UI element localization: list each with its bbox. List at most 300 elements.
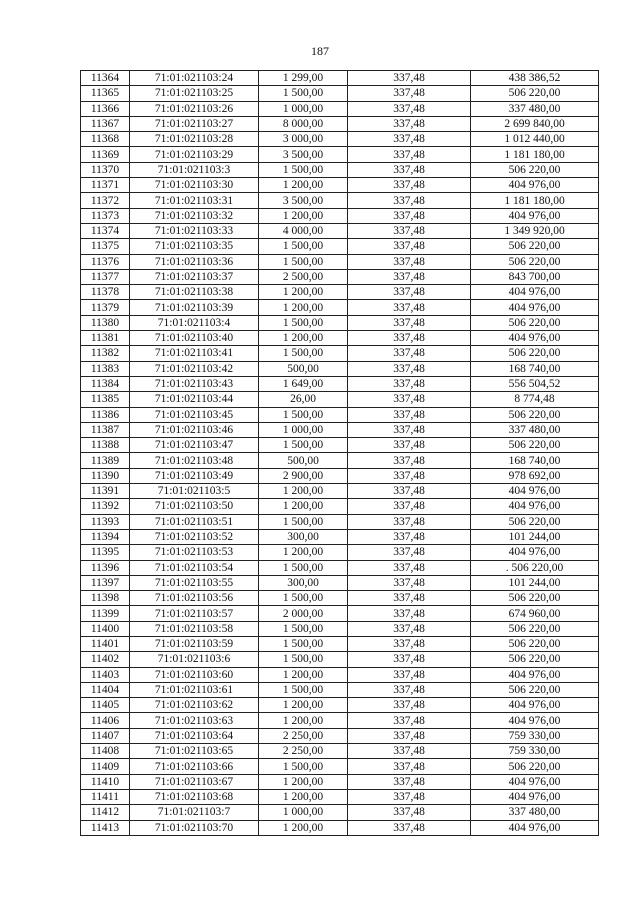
- total-value-cell: 759 330,00: [471, 728, 599, 743]
- row-number-cell: 11397: [81, 575, 130, 590]
- table-row: [81, 805, 599, 820]
- table-row: [81, 652, 599, 667]
- area-cell: 1 200,00: [259, 713, 348, 728]
- rate-cell: 337,48: [348, 132, 471, 147]
- table-row: [81, 529, 599, 544]
- rate-cell: 337,48: [348, 606, 471, 621]
- area-cell: 2 500,00: [259, 269, 348, 284]
- total-value-cell: 1 181 180,00: [471, 193, 599, 208]
- rate-cell: 337,48: [348, 468, 471, 483]
- row-number-cell: 11372: [81, 193, 130, 208]
- row-number-cell: 11403: [81, 667, 130, 682]
- rate-cell: 337,48: [348, 591, 471, 606]
- area-cell: 2 250,00: [259, 744, 348, 759]
- rate-cell: 337,48: [348, 331, 471, 346]
- total-value-cell: 556 504,52: [471, 376, 599, 391]
- row-number-cell: 11377: [81, 269, 130, 284]
- rate-cell: 337,48: [348, 300, 471, 315]
- table-row: [81, 606, 599, 621]
- rate-cell: 337,48: [348, 162, 471, 177]
- cadastral-number-cell: 71:01:021103:37: [130, 269, 259, 284]
- table-row: [81, 239, 599, 254]
- row-number-cell: 11386: [81, 407, 130, 422]
- cadastral-number-cell: 71:01:021103:29: [130, 147, 259, 162]
- rate-cell: 337,48: [348, 422, 471, 437]
- area-cell: 1 200,00: [259, 698, 348, 713]
- rate-cell: 337,48: [348, 269, 471, 284]
- total-value-cell: 506 220,00: [471, 239, 599, 254]
- cadastral-number-cell: 71:01:021103:42: [130, 361, 259, 376]
- area-cell: 1 200,00: [259, 208, 348, 223]
- area-cell: 1 299,00: [259, 71, 348, 86]
- cadastral-number-cell: 71:01:021103:36: [130, 254, 259, 269]
- rate-cell: 337,48: [348, 315, 471, 330]
- rate-cell: 337,48: [348, 116, 471, 131]
- rate-cell: 337,48: [348, 759, 471, 774]
- table-row: [81, 101, 599, 116]
- area-cell: 1 500,00: [259, 346, 348, 361]
- cadastral-number-cell: 71:01:021103:39: [130, 300, 259, 315]
- area-cell: 1 500,00: [259, 438, 348, 453]
- row-number-cell: 11389: [81, 453, 130, 468]
- cadastral-number-cell: 71:01:021103:65: [130, 744, 259, 759]
- table-row: [81, 728, 599, 743]
- cadastral-number-cell: 71:01:021103:40: [130, 331, 259, 346]
- rate-cell: 337,48: [348, 805, 471, 820]
- row-number-cell: 11409: [81, 759, 130, 774]
- table-row: [81, 774, 599, 789]
- cadastral-number-cell: 71:01:021103:6: [130, 652, 259, 667]
- area-cell: 1 500,00: [259, 254, 348, 269]
- cadastral-number-cell: 71:01:021103:31: [130, 193, 259, 208]
- table-row: [81, 223, 599, 238]
- cadastral-number-cell: 71:01:021103:63: [130, 713, 259, 728]
- row-number-cell: 11387: [81, 422, 130, 437]
- total-value-cell: 404 976,00: [471, 789, 599, 804]
- row-number-cell: 11390: [81, 468, 130, 483]
- row-number-cell: 11374: [81, 223, 130, 238]
- area-cell: 3 500,00: [259, 147, 348, 162]
- area-cell: 1 200,00: [259, 545, 348, 560]
- row-number-cell: 11396: [81, 560, 130, 575]
- cadastral-number-cell: 71:01:021103:56: [130, 591, 259, 606]
- row-number-cell: 11412: [81, 805, 130, 820]
- cadastral-number-cell: 71:01:021103:33: [130, 223, 259, 238]
- row-number-cell: 11411: [81, 789, 130, 804]
- total-value-cell: 506 220,00: [471, 438, 599, 453]
- cadastral-number-cell: 71:01:021103:59: [130, 636, 259, 651]
- table-row: [81, 698, 599, 713]
- cadastral-number-cell: 71:01:021103:70: [130, 820, 259, 835]
- area-cell: 1 500,00: [259, 239, 348, 254]
- rate-cell: 337,48: [348, 254, 471, 269]
- cadastral-number-cell: 71:01:021103:55: [130, 575, 259, 590]
- cadastral-number-cell: 71:01:021103:5: [130, 484, 259, 499]
- total-value-cell: 1 181 180,00: [471, 147, 599, 162]
- table-row: [81, 744, 599, 759]
- row-number-cell: 11384: [81, 376, 130, 391]
- row-number-cell: 11382: [81, 346, 130, 361]
- total-value-cell: 506 220,00: [471, 346, 599, 361]
- cadastral-number-cell: 71:01:021103:53: [130, 545, 259, 560]
- row-number-cell: 11373: [81, 208, 130, 223]
- rate-cell: 337,48: [348, 575, 471, 590]
- rate-cell: 337,48: [348, 147, 471, 162]
- area-cell: 1 200,00: [259, 331, 348, 346]
- table-row: [81, 713, 599, 728]
- total-value-cell: 404 976,00: [471, 713, 599, 728]
- table-row: [81, 147, 599, 162]
- cadastral-number-cell: 71:01:021103:28: [130, 132, 259, 147]
- rate-cell: 337,48: [348, 376, 471, 391]
- row-number-cell: 11408: [81, 744, 130, 759]
- rate-cell: 337,48: [348, 820, 471, 835]
- cadastral-number-cell: 71:01:021103:7: [130, 805, 259, 820]
- row-number-cell: 11378: [81, 285, 130, 300]
- area-cell: 500,00: [259, 453, 348, 468]
- cadastral-number-cell: 71:01:021103:49: [130, 468, 259, 483]
- total-value-cell: 404 976,00: [471, 484, 599, 499]
- total-value-cell: 506 220,00: [471, 591, 599, 606]
- table-row: [81, 499, 599, 514]
- row-number-cell: 11365: [81, 86, 130, 101]
- rate-cell: 337,48: [348, 193, 471, 208]
- table-row: [81, 71, 599, 86]
- total-value-cell: 337 480,00: [471, 101, 599, 116]
- cadastral-number-cell: 71:01:021103:61: [130, 682, 259, 697]
- table-row: [81, 759, 599, 774]
- rate-cell: 337,48: [348, 514, 471, 529]
- area-cell: 3 500,00: [259, 193, 348, 208]
- table-row: [81, 789, 599, 804]
- cadastral-number-cell: 71:01:021103:3: [130, 162, 259, 177]
- total-value-cell: 438 386,52: [471, 71, 599, 86]
- area-cell: 1 500,00: [259, 407, 348, 422]
- row-number-cell: 11381: [81, 331, 130, 346]
- cadastral-number-cell: 71:01:021103:60: [130, 667, 259, 682]
- table-row: [81, 178, 599, 193]
- rate-cell: 337,48: [348, 744, 471, 759]
- area-cell: 1 500,00: [259, 636, 348, 651]
- total-value-cell: 404 976,00: [471, 499, 599, 514]
- area-cell: 1 200,00: [259, 285, 348, 300]
- total-value-cell: 404 976,00: [471, 545, 599, 560]
- table-row: [81, 484, 599, 499]
- area-cell: 1 200,00: [259, 667, 348, 682]
- row-number-cell: 11383: [81, 361, 130, 376]
- area-cell: 1 200,00: [259, 499, 348, 514]
- row-number-cell: 11366: [81, 101, 130, 116]
- rate-cell: 337,48: [348, 636, 471, 651]
- row-number-cell: 11367: [81, 116, 130, 131]
- cadastral-number-cell: 71:01:021103:66: [130, 759, 259, 774]
- total-value-cell: 506 220,00: [471, 407, 599, 422]
- cadastral-number-cell: 71:01:021103:50: [130, 499, 259, 514]
- table-row: [81, 346, 599, 361]
- total-value-cell: 506 220,00: [471, 621, 599, 636]
- row-number-cell: 11406: [81, 713, 130, 728]
- area-cell: 1 649,00: [259, 376, 348, 391]
- cadastral-number-cell: 71:01:021103:51: [130, 514, 259, 529]
- cadastral-number-cell: 71:01:021103:26: [130, 101, 259, 116]
- table-row: [81, 116, 599, 131]
- total-value-cell: 337 480,00: [471, 422, 599, 437]
- table-body: [81, 71, 599, 836]
- table-row: [81, 193, 599, 208]
- table-row: [81, 468, 599, 483]
- row-number-cell: 11393: [81, 514, 130, 529]
- table-row: [81, 331, 599, 346]
- rate-cell: 337,48: [348, 698, 471, 713]
- table-row: [81, 300, 599, 315]
- table-row: [81, 514, 599, 529]
- row-number-cell: 11399: [81, 606, 130, 621]
- area-cell: 1 500,00: [259, 560, 348, 575]
- table-row: [81, 86, 599, 101]
- area-cell: 1 200,00: [259, 300, 348, 315]
- rate-cell: 337,48: [348, 621, 471, 636]
- row-number-cell: 11395: [81, 545, 130, 560]
- table-row: [81, 682, 599, 697]
- rate-cell: 337,48: [348, 392, 471, 407]
- row-number-cell: 11391: [81, 484, 130, 499]
- rate-cell: 337,48: [348, 560, 471, 575]
- row-number-cell: 11388: [81, 438, 130, 453]
- table-row: [81, 667, 599, 682]
- row-number-cell: 11407: [81, 728, 130, 743]
- area-cell: 2 250,00: [259, 728, 348, 743]
- total-value-cell: 843 700,00: [471, 269, 599, 284]
- rate-cell: 337,48: [348, 499, 471, 514]
- rate-cell: 337,48: [348, 453, 471, 468]
- table-row: [81, 132, 599, 147]
- row-number-cell: 11394: [81, 529, 130, 544]
- table-row: [81, 208, 599, 223]
- area-cell: 1 200,00: [259, 484, 348, 499]
- total-value-cell: 168 740,00: [471, 453, 599, 468]
- total-value-cell: 978 692,00: [471, 468, 599, 483]
- area-cell: 2 000,00: [259, 606, 348, 621]
- row-number-cell: 11376: [81, 254, 130, 269]
- area-cell: 1 500,00: [259, 652, 348, 667]
- area-cell: 1 500,00: [259, 162, 348, 177]
- table-row: [81, 361, 599, 376]
- cadastral-number-cell: 71:01:021103:46: [130, 422, 259, 437]
- table-row: [81, 560, 599, 575]
- cadastral-number-cell: 71:01:021103:48: [130, 453, 259, 468]
- area-cell: 8 000,00: [259, 116, 348, 131]
- total-value-cell: . 506 220,00: [471, 560, 599, 575]
- table-row: [81, 254, 599, 269]
- area-cell: 1 500,00: [259, 514, 348, 529]
- table-row: [81, 422, 599, 437]
- rate-cell: 337,48: [348, 682, 471, 697]
- total-value-cell: 8 774,48: [471, 392, 599, 407]
- rate-cell: 337,48: [348, 178, 471, 193]
- rate-cell: 337,48: [348, 667, 471, 682]
- table-row: [81, 591, 599, 606]
- table-row: [81, 392, 599, 407]
- area-cell: 1 000,00: [259, 101, 348, 116]
- table-row: [81, 636, 599, 651]
- table-row: [81, 438, 599, 453]
- total-value-cell: 404 976,00: [471, 698, 599, 713]
- cadastral-number-cell: 71:01:021103:41: [130, 346, 259, 361]
- rate-cell: 337,48: [348, 789, 471, 804]
- row-number-cell: 11380: [81, 315, 130, 330]
- table-row: [81, 376, 599, 391]
- row-number-cell: 11404: [81, 682, 130, 697]
- row-number-cell: 11405: [81, 698, 130, 713]
- rate-cell: 337,48: [348, 346, 471, 361]
- rate-cell: 337,48: [348, 484, 471, 499]
- area-cell: 1 000,00: [259, 805, 348, 820]
- rate-cell: 337,48: [348, 728, 471, 743]
- table-row: [81, 407, 599, 422]
- rate-cell: 337,48: [348, 86, 471, 101]
- cadastral-number-cell: 71:01:021103:62: [130, 698, 259, 713]
- area-cell: 1 000,00: [259, 422, 348, 437]
- total-value-cell: 404 976,00: [471, 178, 599, 193]
- total-value-cell: 404 976,00: [471, 774, 599, 789]
- area-cell: 2 900,00: [259, 468, 348, 483]
- total-value-cell: 506 220,00: [471, 254, 599, 269]
- table-row: [81, 621, 599, 636]
- cadastral-number-cell: 71:01:021103:47: [130, 438, 259, 453]
- total-value-cell: 506 220,00: [471, 759, 599, 774]
- cadastral-number-cell: 71:01:021103:25: [130, 86, 259, 101]
- area-cell: 1 200,00: [259, 774, 348, 789]
- cadastral-number-cell: 71:01:021103:58: [130, 621, 259, 636]
- total-value-cell: 1 012 440,00: [471, 132, 599, 147]
- total-value-cell: 101 244,00: [471, 529, 599, 544]
- rate-cell: 337,48: [348, 407, 471, 422]
- page-number: 187: [311, 44, 329, 58]
- cadastral-number-cell: 71:01:021103:64: [130, 728, 259, 743]
- table-row: [81, 575, 599, 590]
- cadastral-number-cell: 71:01:021103:54: [130, 560, 259, 575]
- cadastral-number-cell: 71:01:021103:44: [130, 392, 259, 407]
- total-value-cell: 2 699 840,00: [471, 116, 599, 131]
- row-number-cell: 11364: [81, 71, 130, 86]
- total-value-cell: 404 976,00: [471, 820, 599, 835]
- total-value-cell: 759 330,00: [471, 744, 599, 759]
- area-cell: 1 200,00: [259, 178, 348, 193]
- cadastral-number-cell: 71:01:021103:30: [130, 178, 259, 193]
- total-value-cell: 674 960,00: [471, 606, 599, 621]
- cadastral-value-table: [80, 70, 599, 836]
- total-value-cell: 506 220,00: [471, 86, 599, 101]
- area-cell: 1 200,00: [259, 789, 348, 804]
- area-cell: 26,00: [259, 392, 348, 407]
- cadastral-number-cell: 71:01:021103:27: [130, 116, 259, 131]
- total-value-cell: 506 220,00: [471, 652, 599, 667]
- table-row: [81, 269, 599, 284]
- row-number-cell: 11413: [81, 820, 130, 835]
- rate-cell: 337,48: [348, 529, 471, 544]
- table-row: [81, 315, 599, 330]
- total-value-cell: 506 220,00: [471, 682, 599, 697]
- row-number-cell: 11385: [81, 392, 130, 407]
- cadastral-number-cell: 71:01:021103:68: [130, 789, 259, 804]
- row-number-cell: 11400: [81, 621, 130, 636]
- cadastral-number-cell: 71:01:021103:43: [130, 376, 259, 391]
- area-cell: 300,00: [259, 529, 348, 544]
- area-cell: 1 500,00: [259, 621, 348, 636]
- area-cell: 1 500,00: [259, 86, 348, 101]
- total-value-cell: 1 349 920,00: [471, 223, 599, 238]
- cadastral-number-cell: 71:01:021103:38: [130, 285, 259, 300]
- row-number-cell: 11392: [81, 499, 130, 514]
- cadastral-number-cell: 71:01:021103:45: [130, 407, 259, 422]
- table-row: [81, 820, 599, 835]
- total-value-cell: 404 976,00: [471, 667, 599, 682]
- row-number-cell: 11402: [81, 652, 130, 667]
- cadastral-number-cell: 71:01:021103:67: [130, 774, 259, 789]
- table-row: [81, 162, 599, 177]
- area-cell: 1 500,00: [259, 315, 348, 330]
- total-value-cell: 404 976,00: [471, 208, 599, 223]
- total-value-cell: 506 220,00: [471, 315, 599, 330]
- cadastral-number-cell: 71:01:021103:35: [130, 239, 259, 254]
- rate-cell: 337,48: [348, 774, 471, 789]
- area-cell: 1 200,00: [259, 820, 348, 835]
- area-cell: 1 500,00: [259, 591, 348, 606]
- area-cell: 1 500,00: [259, 759, 348, 774]
- area-cell: 500,00: [259, 361, 348, 376]
- total-value-cell: 404 976,00: [471, 285, 599, 300]
- row-number-cell: 11370: [81, 162, 130, 177]
- total-value-cell: 337 480,00: [471, 805, 599, 820]
- rate-cell: 337,48: [348, 438, 471, 453]
- row-number-cell: 11379: [81, 300, 130, 315]
- total-value-cell: 404 976,00: [471, 331, 599, 346]
- table-row: [81, 545, 599, 560]
- area-cell: 300,00: [259, 575, 348, 590]
- cadastral-number-cell: 71:01:021103:4: [130, 315, 259, 330]
- row-number-cell: 11410: [81, 774, 130, 789]
- area-cell: 4 000,00: [259, 223, 348, 238]
- total-value-cell: 101 244,00: [471, 575, 599, 590]
- rate-cell: 337,48: [348, 239, 471, 254]
- row-number-cell: 11401: [81, 636, 130, 651]
- total-value-cell: 404 976,00: [471, 300, 599, 315]
- cadastral-number-cell: 71:01:021103:52: [130, 529, 259, 544]
- rate-cell: 337,48: [348, 652, 471, 667]
- total-value-cell: 168 740,00: [471, 361, 599, 376]
- row-number-cell: 11398: [81, 591, 130, 606]
- total-value-cell: 506 220,00: [471, 636, 599, 651]
- row-number-cell: 11368: [81, 132, 130, 147]
- total-value-cell: 506 220,00: [471, 514, 599, 529]
- rate-cell: 337,48: [348, 223, 471, 238]
- row-number-cell: 11375: [81, 239, 130, 254]
- area-cell: 3 000,00: [259, 132, 348, 147]
- table-row: [81, 285, 599, 300]
- rate-cell: 337,48: [348, 71, 471, 86]
- rate-cell: 337,48: [348, 361, 471, 376]
- rate-cell: 337,48: [348, 713, 471, 728]
- rate-cell: 337,48: [348, 545, 471, 560]
- rate-cell: 337,48: [348, 208, 471, 223]
- row-number-cell: 11369: [81, 147, 130, 162]
- rate-cell: 337,48: [348, 285, 471, 300]
- cadastral-number-cell: 71:01:021103:32: [130, 208, 259, 223]
- area-cell: 1 500,00: [259, 682, 348, 697]
- table-row: [81, 453, 599, 468]
- row-number-cell: 11371: [81, 178, 130, 193]
- cadastral-number-cell: 71:01:021103:24: [130, 71, 259, 86]
